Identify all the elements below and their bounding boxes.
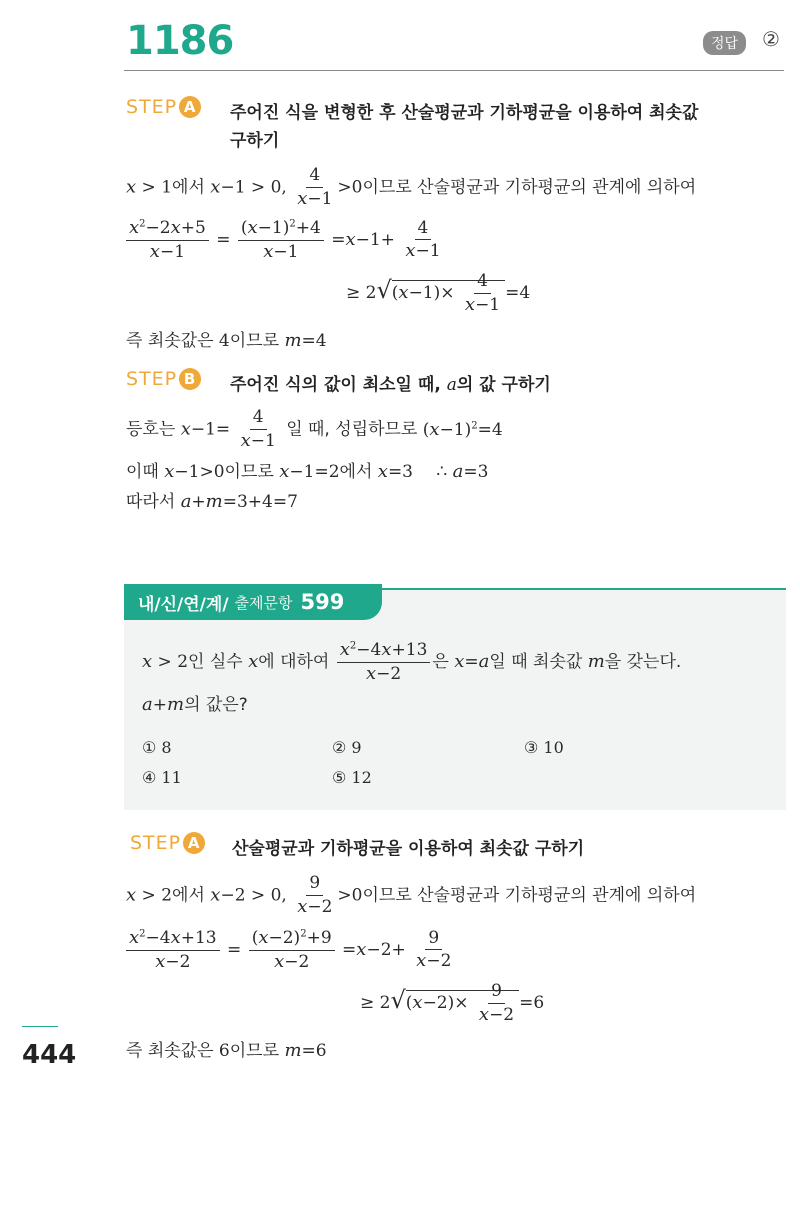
step-label: STEP: [126, 368, 178, 390]
related-question: x > 2인 실수 x에 대하여 $\frac{x^2-4x+13}{x-2}$ 은 x=a일 때 최솟값 m을 갖는다.: [142, 639, 682, 684]
solve-line: 이때 x−1>0이므로 x−1=2에서 x=3 ∴ a=3: [126, 461, 489, 482]
problem-number: 1186: [126, 18, 234, 64]
header-divider: [124, 70, 784, 71]
min-conclusion: 즉 최솟값은 4이므로 m=4: [126, 330, 327, 351]
am-gm-inequality-2: ≥ 2√(x−2)× $\frac{9}{x-2}$ =6: [360, 981, 545, 1025]
step-a-title: 주어진 식을 변형한 후 산술평균과 기하평균을 이용하여 최솟값: [230, 103, 699, 123]
step-a-title-cont: 구하기: [230, 131, 280, 151]
answer-badge: 정답: [703, 31, 746, 55]
step-letter-badge: B: [179, 368, 201, 390]
condition-line-2: x > 2에서 x−2 > 0, $\frac{9}{x-2}$ >0이므로 산술평균과 기하평균의 관계에 의하여: [126, 873, 697, 917]
banner-label: 내/신/연/계/: [138, 594, 229, 615]
related-question-cont: a+m의 값은?: [142, 694, 248, 715]
step-letter-badge: A: [179, 96, 201, 118]
choice-1[interactable]: ① 8: [142, 738, 172, 757]
answer-value: ②: [762, 27, 780, 51]
step-a2-title: 산술평균과 기하평균을 이용하여 최솟값 구하기: [232, 839, 585, 859]
page-number: 444: [22, 1040, 77, 1070]
transform-equation: $\frac{x^2-2x+5}{x-1}$ = $\frac{(x-1)^2+4}{x-1}$ =x−1+ $\frac{4}{x-1}$: [124, 218, 446, 262]
min-conclusion-2: 즉 최솟값은 6이므로 m=6: [126, 1040, 327, 1061]
step-b-title: 주어진 식의 값이 최소일 때, a의 값 구하기: [230, 375, 551, 395]
choice-5[interactable]: ⑤ 12: [332, 768, 372, 787]
banner-sub: 출제문항: [234, 593, 293, 612]
final-answer-line: 따라서 a+m=3+4=7: [126, 491, 298, 512]
equality-condition: 등호는 x−1= $\frac{4}{x-1}$ 일 때, 성립하므로 $(x-1)^2=4$: [126, 407, 503, 451]
step-label: STEP: [130, 832, 182, 854]
choice-3[interactable]: ③ 10: [524, 738, 564, 757]
condition-line: x > 1에서 x−1 > 0, $\frac{4}{x-1}$ >0이므로 산술평균과 기하평균의 관계에 의하여: [126, 165, 697, 209]
choice-4[interactable]: ④ 11: [142, 768, 182, 787]
step-letter-badge: A: [183, 832, 205, 854]
related-banner: [124, 584, 382, 620]
transform-equation-2: $\frac{x^2-4x+13}{x-2}$ = $\frac{(x-2)^2+9}{x-2}$ =x−2+ $\frac{9}{x-2}$: [124, 928, 456, 972]
step-b-heading: [126, 368, 201, 390]
choice-2[interactable]: ② 9: [332, 738, 362, 757]
am-gm-inequality: ≥ 2√(x−1)× $\frac{4}{x-1}$ =4: [346, 271, 531, 315]
step-label: STEP: [126, 96, 178, 118]
step-a-heading: [126, 96, 201, 118]
banner-number: 599: [300, 590, 345, 614]
step-a2-heading: [130, 832, 205, 854]
page-number-rule: [22, 1026, 58, 1027]
